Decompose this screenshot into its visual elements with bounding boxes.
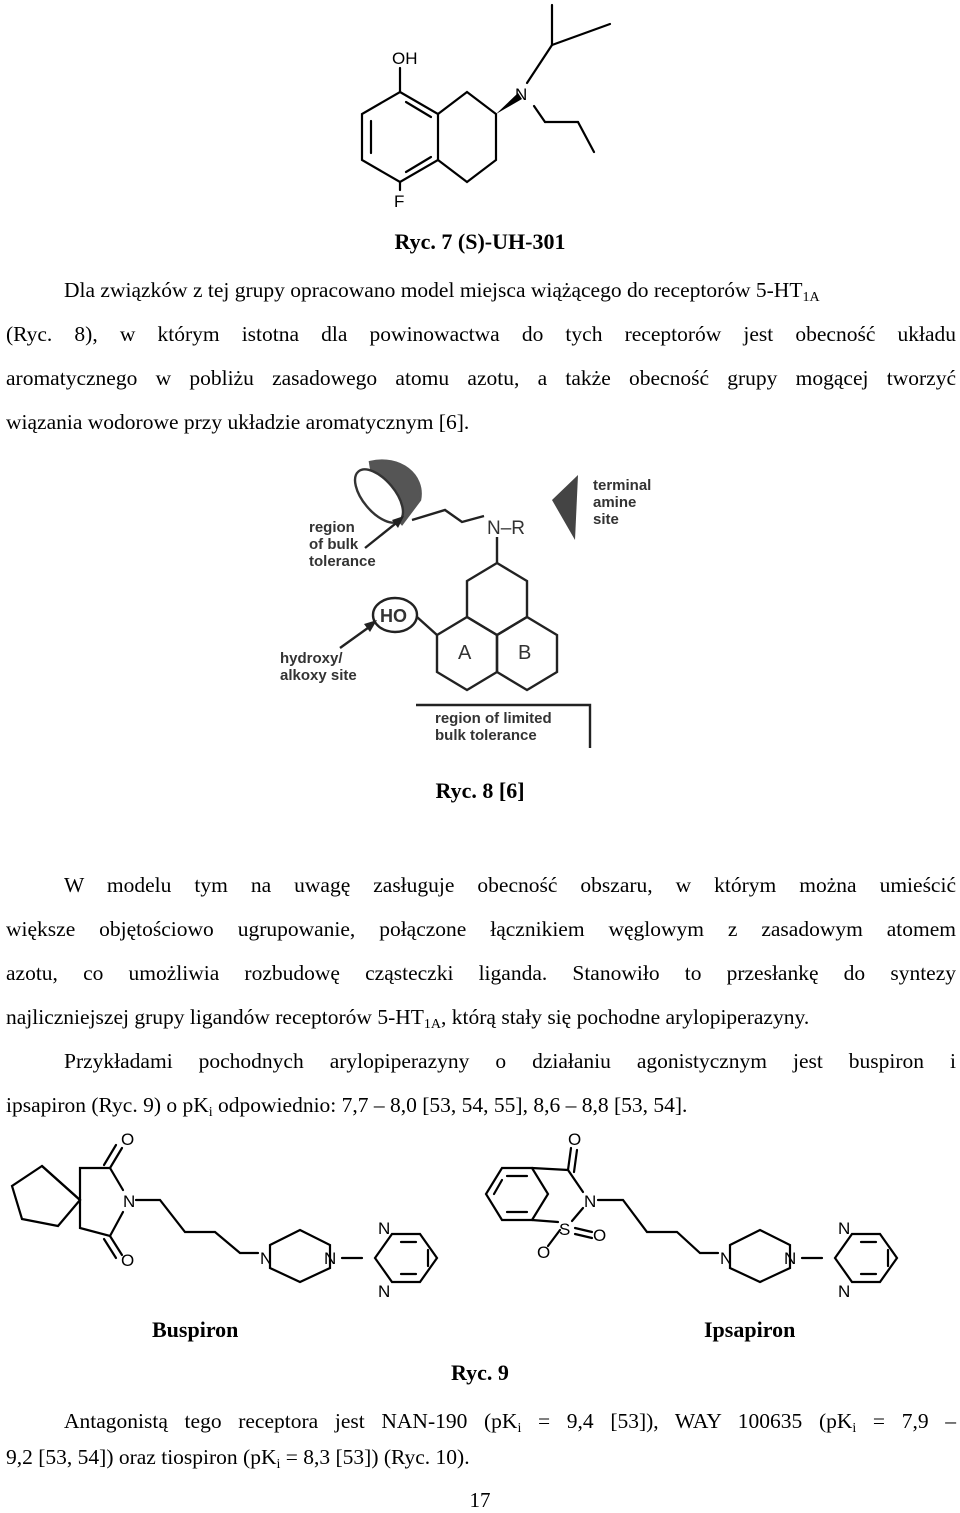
- buspiron-label: Buspiron: [152, 1317, 239, 1342]
- para2-line6: ipsapiron (Ryc. 9) o $pK_i$ odpowiednio: 7,7 – 8,0 [53, 54, 55], 8,6 – 8,8 [53, 54].: [6, 1093, 688, 1120]
- subscript-1a: 1A: [802, 290, 820, 305]
- svg-text:S: S: [559, 1220, 571, 1239]
- n-label: N: [515, 85, 528, 104]
- svg-text:N: N: [720, 1249, 733, 1268]
- oh-label: OH: [392, 49, 418, 68]
- para1-line2: (Ryc. 8), w którym istotna dla powinowactwa do tych receptorów jest obecność układu: [6, 322, 956, 346]
- hydroxy-site-label: hydroxy/ alkoxy site: [280, 650, 357, 684]
- n-r-label: N–R: [487, 518, 526, 539]
- svg-text:O: O: [568, 1130, 582, 1149]
- figure-9-caption: Ryc. 9: [451, 1360, 509, 1385]
- svg-text:O: O: [121, 1130, 135, 1149]
- para3-line2: 9,2 [53, 54]) oraz tiospiron ($pK_i = 8,3$ [53]) (Ryc. 10).: [6, 1445, 470, 1472]
- f-label: F: [394, 192, 405, 211]
- paragraph-2: [6, 863, 956, 1127]
- ipsapiron-label: Ipsapiron: [704, 1317, 796, 1342]
- svg-text:N: N: [838, 1219, 851, 1238]
- svg-text:O: O: [121, 1251, 135, 1270]
- ring-a-label: A: [458, 642, 472, 664]
- svg-text:N: N: [584, 1192, 597, 1211]
- pharmacophore-model: [270, 455, 670, 755]
- ring-b-label: B: [518, 642, 532, 664]
- paragraph-1: [6, 268, 956, 444]
- para1-line1: Dla związków z tej grupy opracowano model miejsca wiążącego do receptorów 5-HT: [64, 278, 803, 302]
- para2-line4: najliczniejszej grupy ligandów receptorów $5-HT_{1A}$, którą stały się pochodne arylopiperazyny.: [6, 1005, 810, 1032]
- svg-text:O: O: [593, 1226, 607, 1245]
- para2-line1: W modelu tym na uwagę zasługuje obecność obszaru, w którym można umieścić: [64, 873, 956, 897]
- ipsapiron-structure: [465, 1128, 905, 1308]
- para1-line4: wiązania wodorowe przy układzie aromatycznym [6].: [6, 410, 470, 434]
- para2-line3: azotu, co umożliwia rozbudowę cząsteczki liganda. Stanowiło to przesłankę do syntezy: [6, 961, 956, 985]
- para1-line3: aromatycznego w pobliżu zasadowego atomu azotu, a także obecność grupy mogącej tworzyć: [6, 366, 956, 390]
- svg-text:N: N: [378, 1282, 391, 1301]
- svg-text:N: N: [378, 1219, 391, 1238]
- ho-label: HO: [380, 606, 407, 626]
- bulk-region-label: region of bulk tolerance: [309, 519, 376, 570]
- terminal-amine-label: terminal amine site: [593, 477, 652, 528]
- figure-7-caption: Ryc. 7 (S)-UH-301: [394, 229, 566, 254]
- para2-line2: większe objętościowo ugrupowanie, połączone łącznikiem węglowym z zasadowym atomem: [6, 917, 956, 941]
- para2-line5: Przykładami pochodnych arylopiperazyny o działaniu agonistycznym jest buspiron i: [64, 1049, 956, 1073]
- paragraph-3: [6, 1403, 956, 1475]
- svg-text:O: O: [537, 1243, 551, 1262]
- figure-8-caption: Ryc. 8 [6]: [435, 778, 525, 803]
- svg-text:N: N: [838, 1282, 851, 1301]
- svg-text:N: N: [324, 1249, 337, 1268]
- buspiron-structure: [0, 1128, 460, 1308]
- page-number: 17: [469, 1488, 491, 1512]
- para3-line1: Antagonistą tego receptora jest NAN-190 ($pK_i = 9,4$ [53]), WAY 100635 ($pK_i = 7,9$ –: [64, 1409, 956, 1436]
- svg-text:N: N: [784, 1249, 797, 1268]
- svg-text:N: N: [260, 1249, 273, 1268]
- uh301-structure: [355, 0, 615, 215]
- limited-bulk-label: region of limited bulk tolerance: [435, 710, 552, 744]
- svg-text:N: N: [123, 1192, 136, 1211]
